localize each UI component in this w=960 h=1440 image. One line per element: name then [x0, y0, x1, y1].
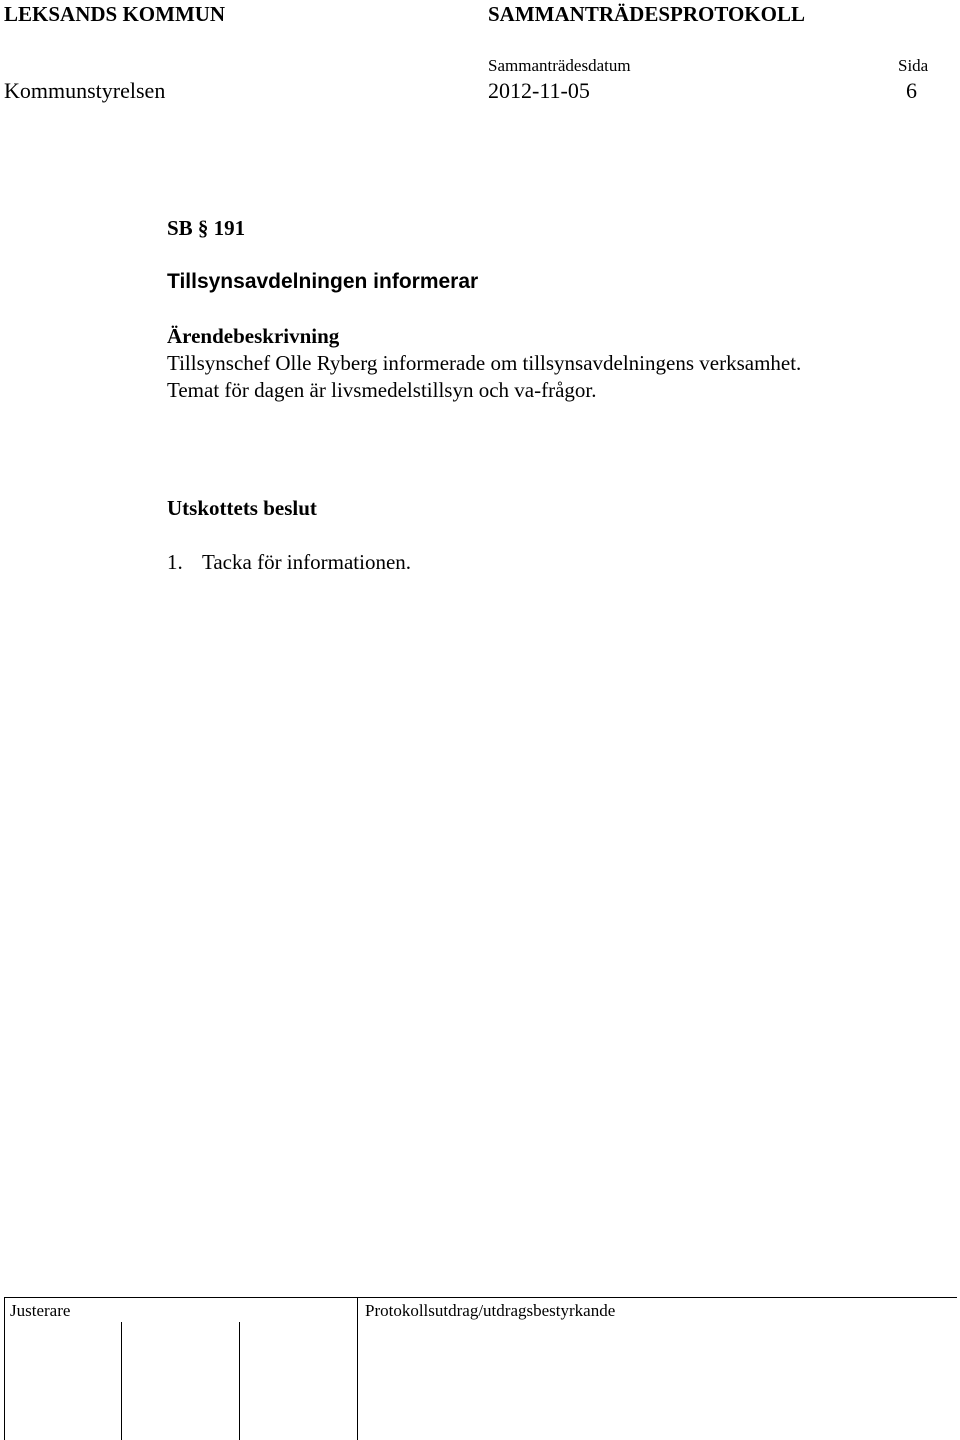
page-number: 6 — [906, 78, 917, 103]
decision-item-text: Tacka för informationen. — [202, 550, 412, 574]
decision-item — [167, 550, 411, 575]
footer-divider — [357, 1297, 358, 1440]
footer-top-rule — [4, 1297, 957, 1298]
org-name: LEKSANDS KOMMUN — [4, 2, 226, 26]
section-id: SB § 191 — [167, 216, 246, 240]
meeting-date: 2012-11-05 — [488, 78, 590, 103]
description-heading: Ärendebeskrivning — [167, 324, 340, 348]
section-title: Tillsynsavdelningen informerar — [167, 270, 479, 293]
footer-divider — [4, 1297, 5, 1440]
footer-divider — [239, 1322, 240, 1440]
decision-heading: Utskottets beslut — [167, 496, 317, 520]
extract-certification-label: Protokollsutdrag/utdragsbestyrkande — [365, 1301, 616, 1320]
description-line: Tillsynschef Olle Ryberg informerade om tillsynsavdelningens verksamhet. — [167, 351, 802, 375]
footer-divider — [121, 1322, 122, 1440]
page-label: Sida — [898, 56, 929, 75]
committee-name: Kommunstyrelsen — [4, 78, 166, 103]
meeting-date-label: Sammanträdesdatum — [488, 56, 631, 75]
document-type: SAMMANTRÄDESPROTOKOLL — [488, 2, 805, 26]
description-line: Temat för dagen är livsmedelstillsyn och va-frågor. — [167, 378, 597, 402]
decision-item-number: 1. — [167, 550, 183, 574]
justerare-label: Justerare — [10, 1301, 71, 1320]
